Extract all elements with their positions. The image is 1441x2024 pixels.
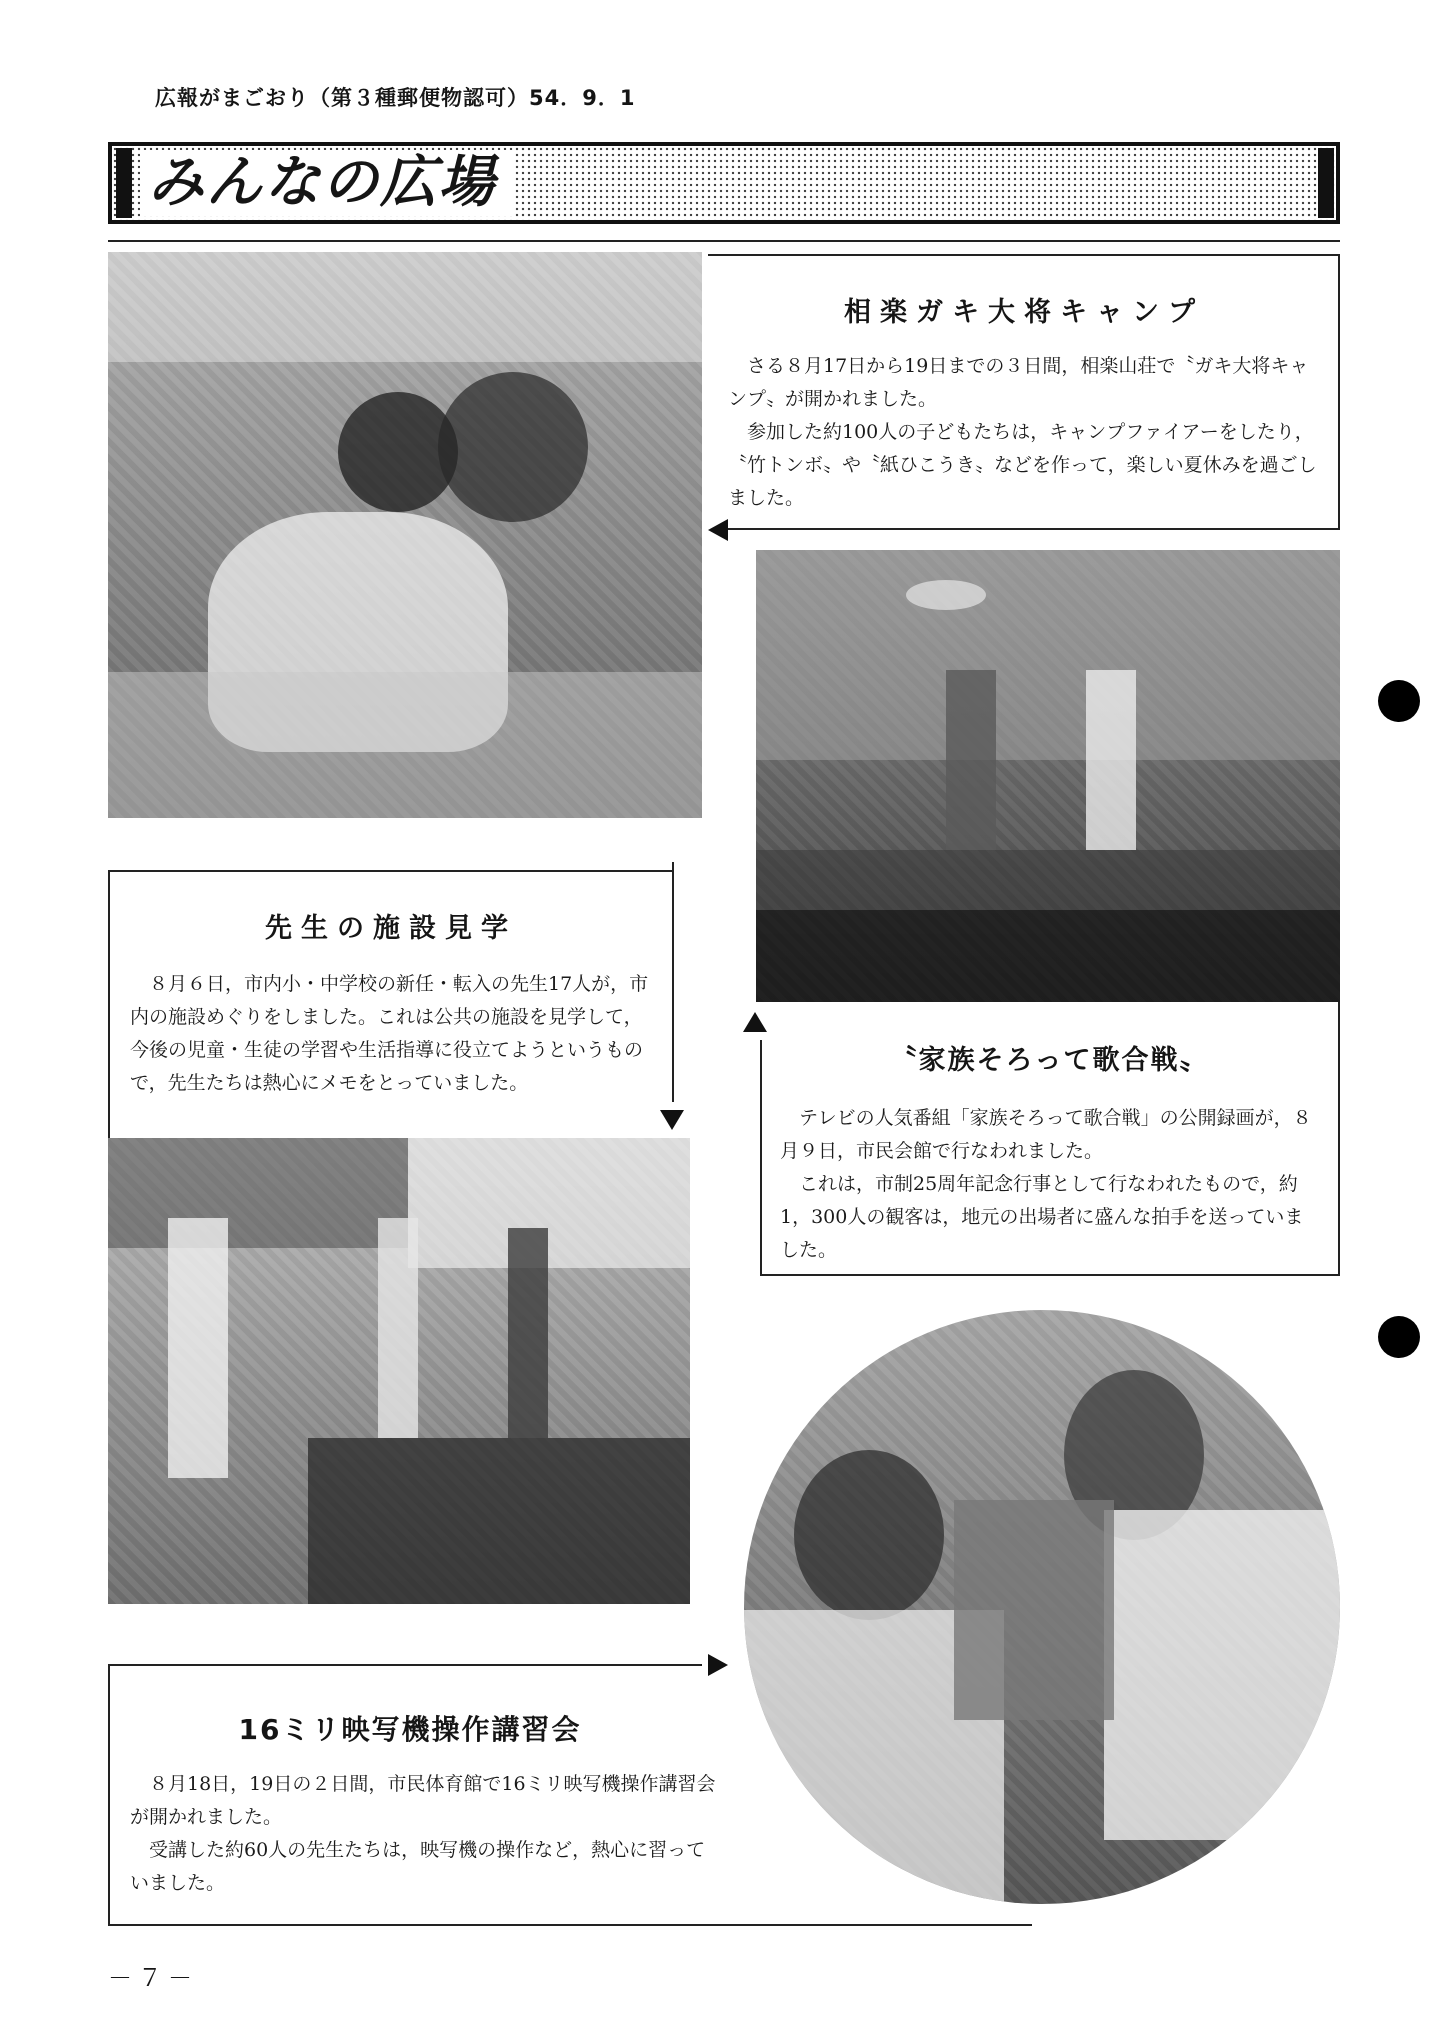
- song-title: 〝家族そろって歌合戦〟: [889, 1045, 1209, 1076]
- page-number: －７－: [108, 1964, 198, 1992]
- camp-box-bottom: [724, 528, 1340, 530]
- decorative-dot: [1378, 680, 1420, 722]
- projector-box-bottom: [108, 1924, 1032, 1926]
- teachers-box-top: [108, 870, 674, 872]
- camp-title: 相楽ガキ大将キャンプ: [844, 297, 1204, 328]
- camp-photo: [108, 252, 702, 818]
- arrow-right-icon: [708, 1654, 728, 1676]
- banner-right-bar: [1318, 148, 1334, 218]
- camp-paragraph: さる８月17日から19日までの３日間，相楽山荘で〝ガキ大将キャンプ〟が開かれました。: [728, 355, 1309, 410]
- banner-title: みんなの広場: [140, 150, 514, 216]
- camp-body: [728, 350, 1320, 515]
- projector-workshop-photo: [744, 1310, 1340, 1904]
- arrow-down-icon: [660, 1110, 684, 1130]
- teachers-title: 先生の施設見学: [265, 913, 517, 944]
- teachers-paragraph: ８月６日，市内小・中学校の新任・転入の先生17人が，市内の施設めぐりをしました。これは公共の施設を見学して，今後の児童・生徒の学習や生活指導に役立てようというもので，先生たちは熱心にメモをとっていました。: [130, 973, 649, 1094]
- banner-left-bar: [116, 148, 132, 218]
- projector-box-top: [108, 1664, 702, 1666]
- song-body: [780, 1102, 1320, 1267]
- projector-title: 16ミリ映写機操作講習会: [238, 1713, 582, 1746]
- camp-paragraph: 参加した約100人の子どもたちは，キャンプファイアーをしたり，〝竹トンボ〟や〝紙ひこうき〟などを作って，楽しい夏休みを過ごしました。: [728, 421, 1317, 509]
- song-box-right: [1338, 1002, 1340, 1276]
- camp-box-top: [708, 254, 1340, 256]
- projector-box-left: [108, 1664, 110, 1926]
- stage-photo: [756, 550, 1340, 1002]
- facility-visit-photo: [108, 1138, 690, 1604]
- arrow-left-icon: [708, 519, 728, 541]
- publication-header: 広報がまごおり（第３種郵便物認可）54．9．1: [155, 86, 636, 110]
- arrow-up-icon: [743, 1012, 767, 1032]
- song-box-bottom: [760, 1274, 1340, 1276]
- decorative-dot: [1378, 1316, 1420, 1358]
- projector-body: [130, 1768, 722, 1900]
- banner-underline: [108, 240, 1340, 242]
- song-paragraph: テレビの人気番組「家族そろって歌合戦」の公開録画が，８月９日，市民会館で行なわれました。: [780, 1107, 1312, 1162]
- projector-paragraph: 受講した約60人の先生たちは，映写機の操作など，熱心に習っていました。: [130, 1839, 706, 1894]
- teachers-box-right: [672, 862, 674, 1102]
- song-paragraph: これは，市制25周年記念行事として行なわれたもので，約1，300人の観客は，地元の出場者に盛んな拍手を送っていました。: [780, 1173, 1304, 1261]
- projector-paragraph: ８月18日，19日の２日間，市民体育館で16ミリ映写機操作講習会が開かれました。: [130, 1773, 716, 1828]
- teachers-body: [130, 968, 654, 1100]
